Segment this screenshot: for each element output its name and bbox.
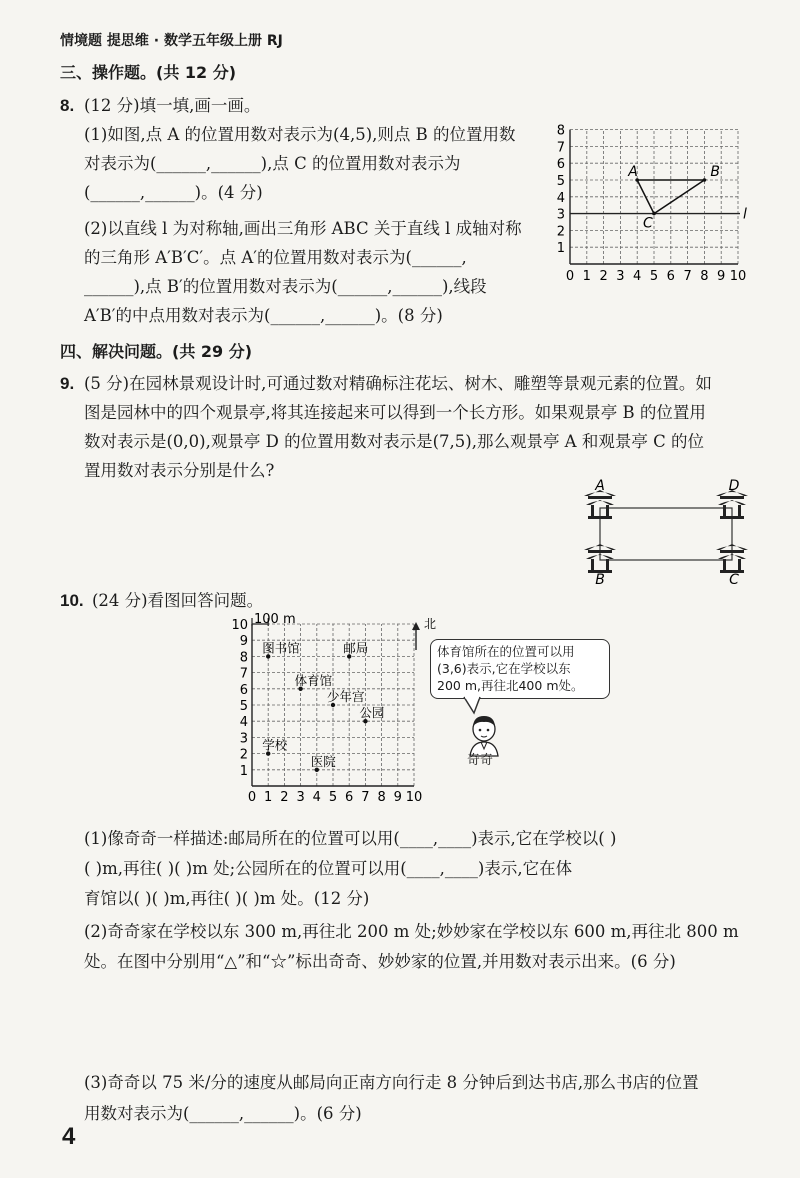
x-tick-label: 10 (405, 790, 423, 805)
bubble-line: 200 m,再往北400 m处。 (437, 678, 584, 693)
x-tick-label: 0 (565, 269, 575, 284)
pavilion-rectangle-figure (570, 470, 770, 590)
y-tick-label: 9 (239, 634, 248, 650)
q10-title: (24 分)看图回答问题。 (92, 591, 264, 610)
x-tick-label: 9 (393, 790, 402, 805)
x-tick-label: 2 (280, 790, 289, 805)
q8-line: (12 分)填一填,画一画。 (84, 96, 261, 115)
y-tick-label: 7 (239, 666, 248, 682)
place-label: 学校 (262, 737, 288, 753)
x-tick-label: 4 (633, 269, 642, 284)
q10-part2-line: (2)奇奇家在学校以东 300 m,再往北 200 m 处;妙妙家在学校以东 600 m,再往北 800 m (84, 922, 739, 941)
y-tick-label: 6 (239, 682, 248, 698)
q10-part2-line: 处。在图中分别用“△”和“☆”标出奇奇、妙妙家的位置,并用数对表示出来。(6 分) (84, 952, 676, 971)
speech-bubble (430, 639, 610, 699)
pavilion-label-d: D (728, 478, 740, 494)
q10-part1-line: 育馆以( )( )m,再往( )( )m 处。(12 分) (84, 889, 370, 908)
scale-label: 100 m (254, 612, 296, 627)
grid-lines (570, 130, 738, 264)
q8-line: A′B′的中点用数对表示为(______,______)。(8 分) (84, 306, 443, 325)
page-number: 4 (62, 1123, 76, 1150)
character-name: 奇奇 (467, 753, 494, 768)
x-tick-label: 6 (666, 269, 675, 284)
q8-line: 的三角形 A′B′C′。点 A′的位置用数对表示为(______, (84, 248, 467, 267)
q10-part1-line: ( )m,再往( )( )m 处;公园所在的位置可以用(____,____)表示,它在体 (84, 859, 573, 878)
scale-bar (252, 612, 296, 627)
place-label: 邮局 (343, 640, 369, 656)
place-label: 公园 (359, 705, 385, 721)
q9-line: 图是园林中的四个观景亭,将其连接起来可以得到一个长方形。如果观景亭 B 的位置用 (84, 403, 706, 422)
q8-line: (1)如图,点 A 的位置用数对表示为(4,5),则点 B 的位置用数 (84, 125, 516, 144)
y-tick-label: 2 (556, 224, 565, 240)
x-tick-label: 8 (700, 269, 709, 284)
bubble-line: (3,6)表示,它在学校以东 (437, 661, 571, 676)
x-tick-label: 7 (683, 269, 692, 284)
section-title-operations: 三、操作题。(共 12 分) (60, 63, 237, 82)
point-label: C (643, 215, 653, 232)
x-tick-label: 1 (582, 269, 591, 284)
pavilion-label-a: A (595, 478, 605, 494)
y-tick-label: 1 (239, 763, 248, 779)
x-tick-label: 5 (328, 790, 338, 805)
point-label: B (710, 164, 721, 180)
q10-part3-line: (3)奇奇以 75 米/分的速度从邮局向正南方向行走 8 分钟后到达书店,那么书店的位置 (84, 1073, 699, 1092)
x-tick-label: 2 (599, 269, 608, 284)
q8-line: (2)以直线 l 为对称轴,画出三角形 ABC 关于直线 l 成轴对称 (84, 219, 522, 238)
question-8-number: 8. (60, 96, 75, 115)
q10-part3-line: 用数对表示为(______,______)。(6 分) (84, 1104, 362, 1123)
y-tick-label: 7 (556, 140, 565, 156)
pavilion-label-c: C (729, 572, 739, 588)
point-b (703, 178, 707, 182)
q9-line: (5 分)在园林景观设计时,可通过数对精确标注花坛、树木、雕塑等景观元素的位置。如 (84, 374, 712, 393)
x-tick-label: 4 (312, 790, 321, 805)
section-title-problems: 四、解决问题。(共 29 分) (60, 342, 253, 361)
q8-coordinate-grid (552, 118, 762, 288)
north-label: 北 (424, 617, 437, 631)
bubble-line: 体育馆所在的位置可以用 (437, 644, 575, 659)
y-tick-label: 4 (239, 715, 248, 731)
question-9-number: 9. (60, 374, 75, 393)
q9-line: 置用数对表示分别是什么? (84, 461, 275, 480)
page-header: 情境题 提思维 · 数学五年级上册 RJ (60, 33, 283, 49)
x-tick-label: 3 (296, 790, 305, 805)
y-tick-label: 6 (556, 157, 565, 173)
q8-line: ______),点 B′的位置用数对表示为(______,______),线段 (84, 277, 487, 296)
y-tick-label: 10 (231, 618, 248, 633)
x-tick-label: 6 (345, 790, 354, 805)
place-label: 医院 (310, 753, 336, 769)
place-label: 少年宫 (327, 689, 365, 704)
x-tick-label: 5 (649, 269, 659, 284)
q9-line: 数对表示是(0,0),观景亭 D 的位置用数对表示是(7,5),那么观景亭 A 和观景亭 C 的位 (84, 432, 704, 451)
q8-line: 对表示为(______,______),点 C 的位置用数对表示为 (84, 154, 461, 173)
pavilion-label-b: B (595, 572, 605, 588)
y-tick-label: 3 (239, 731, 248, 747)
rectangle-outline (600, 508, 732, 560)
place-label: 体育馆 (294, 672, 333, 688)
x-tick-label: 7 (361, 790, 370, 805)
y-tick-label: 4 (556, 190, 565, 206)
y-tick-label: 3 (556, 207, 565, 223)
y-tick-label: 5 (239, 699, 248, 714)
point-label: A (628, 164, 638, 180)
q8-line: (______,______)。(4 分) (84, 183, 263, 202)
x-tick-label: 3 (616, 269, 625, 284)
y-tick-label: 8 (239, 650, 248, 666)
y-tick-label: 8 (556, 123, 565, 139)
y-tick-label: 5 (556, 174, 565, 189)
q10-map-grid (222, 612, 432, 822)
x-tick-label: 10 (729, 269, 747, 284)
question-10-number: 10. (60, 591, 84, 610)
y-tick-label: 2 (239, 747, 248, 763)
q10-part1-line: (1)像奇奇一样描述:邮局所在的位置可以用(____,____)表示,它在学校以( ) (84, 829, 617, 848)
y-tick-label: 1 (556, 241, 565, 257)
symmetry-line-label: l (743, 206, 747, 223)
x-tick-label: 1 (264, 790, 273, 805)
x-tick-label: 8 (377, 790, 386, 805)
x-tick-label: 9 (717, 269, 726, 284)
place-label: 图书馆 (262, 640, 300, 656)
x-tick-label: 0 (247, 790, 257, 805)
